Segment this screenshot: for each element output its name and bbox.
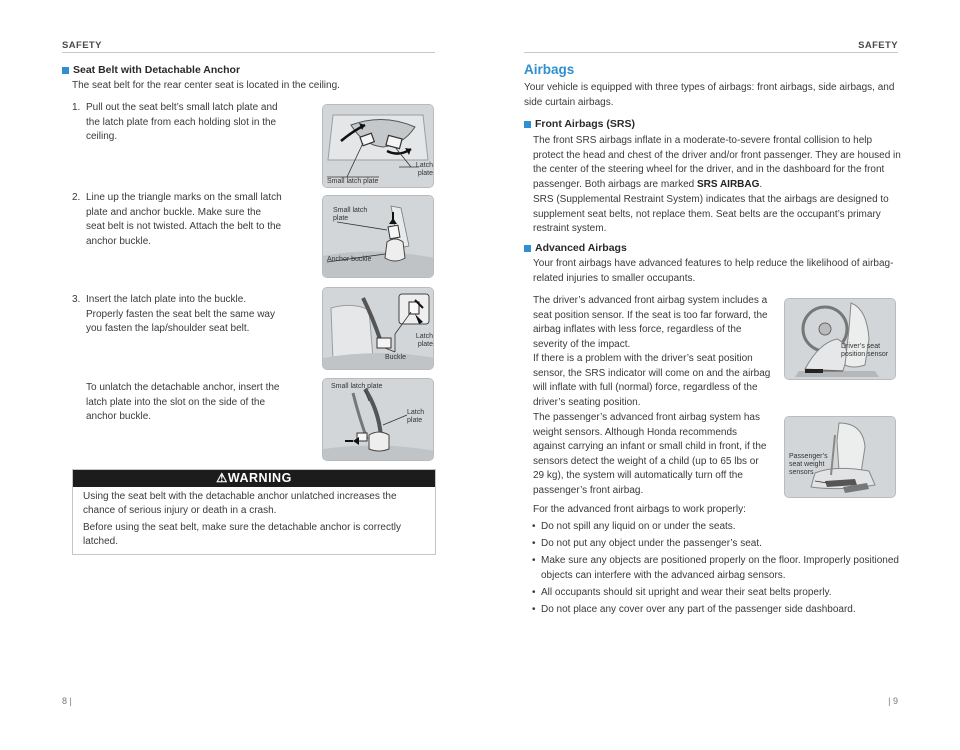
srs-paragraph: SRS (Supplemental Restraint System) indicates that the airbags are designed to supplement seat belts, not replace them. Seat belts are the occupant’s primary restraint system.	[533, 194, 889, 234]
figure-label: Buckle	[385, 354, 407, 361]
list-item: • All occupants should sit upright and wear their seat belts properly.	[532, 586, 902, 601]
warning-box	[72, 469, 436, 555]
page-number: 8 |	[62, 696, 72, 706]
section-heading-front-airbags	[524, 118, 635, 130]
airbags-intro: Your vehicle is equipped with three types of airbags: front airbags, side airbags, and side curtain airbags.	[524, 82, 895, 108]
header-rule	[62, 52, 435, 53]
front-p1-end: .	[759, 178, 763, 190]
figure-driver-seat-sensor	[784, 298, 896, 380]
figure-label: Small latch plate	[333, 207, 368, 222]
figure-label: Latch plate	[407, 409, 425, 424]
step-number: 1.	[72, 102, 81, 113]
section-heading-text: Seat Belt with Detachable Anchor	[73, 64, 241, 76]
section-heading-detachable-anchor	[62, 64, 240, 76]
figure-label: Small latch plate	[327, 178, 379, 185]
square-bullet-icon	[524, 121, 531, 128]
step-2	[72, 191, 282, 249]
running-head: SAFETY	[62, 40, 102, 51]
warning-body	[73, 487, 435, 549]
step-3	[72, 293, 282, 337]
warning-paragraph: Before using the seat belt, make sure the detachable anchor is correctly latched.	[83, 522, 401, 547]
figure-label: Latch plate	[415, 162, 433, 177]
list-item: • Do not spill any liquid on or under the seats.	[532, 520, 902, 535]
figure-label: Anchor buckle	[327, 256, 372, 263]
figure-unlatch-anchor	[322, 378, 434, 461]
figure-label: Latch plate	[415, 333, 433, 348]
figure-buckle-insert	[322, 287, 434, 370]
figure-ceiling-latch-plates	[322, 104, 434, 188]
step-text: Insert the latch plate into the buckle. Properly fasten the seat belt the same way you fasten the lap/shoulder seat belt.	[86, 294, 275, 334]
figure-label: Driver’s seat position sensor	[841, 343, 889, 358]
advanced-intro: Your front airbags have advanced features to help reduce the likelihood of airbag-related injuries to smaller occupants.	[533, 258, 894, 284]
work-properly-intro: For the advanced front airbags to work properly:	[533, 504, 746, 515]
running-head: SAFETY	[858, 40, 898, 51]
step-1	[72, 101, 282, 145]
front-airbags-paragraph	[533, 134, 903, 192]
header-rule	[524, 52, 898, 53]
srs-airbag-mark: SRS AIRBAG	[696, 178, 760, 190]
square-bullet-icon	[62, 67, 69, 74]
buckle-insert-illustration-icon	[323, 288, 434, 370]
driver-seat-illustration-icon	[785, 299, 896, 380]
square-bullet-icon	[524, 245, 531, 252]
page-title: Airbags	[524, 62, 575, 77]
step-text: Line up the triangle marks on the small latch plate and anchor buckle. Make sure the seat belt is not twisted. Attach the belt to the anchor buckle.	[86, 192, 282, 247]
intro-text: The seat belt for the rear center seat is located in the ceiling.	[72, 80, 340, 91]
section-heading-text: Front Airbags (SRS)	[535, 118, 635, 130]
warning-triangle-icon: ⚠	[216, 471, 228, 485]
list-item: • Do not put any object under the passenger’s seat.	[532, 537, 902, 552]
unlatch-text: To unlatch the detachable anchor, insert the latch plate into the slot on the side of the anchor buckle.	[86, 382, 280, 422]
list-item: • Make sure any objects are positioned properly on the floor. Improperly positioned objects can interfere with the advanced airbag sensors.	[532, 554, 902, 583]
figure-label: Passenger’s seat weight sensors	[789, 453, 828, 476]
driver-sensor-paragraph: The driver’s advanced front airbag system includes a seat position sensor. If the seat is too far forward, the airbag inflates with less force, regardless of the severity of the impact.	[533, 295, 768, 350]
driver-sensor-fault-paragraph: If there is a problem with the driver’s seat position sensor, the SRS indicator will come on and the airbag will inflate with full (normal) force, regardless of the driver’s seating position.	[533, 353, 771, 408]
warning-title: WARNING	[227, 471, 292, 485]
step-number: 3.	[72, 294, 81, 305]
figure-passenger-weight-sensors	[784, 416, 896, 498]
step-text: Pull out the seat belt’s small latch plate and the latch plate from each holding slot in the ceiling.	[86, 102, 278, 142]
list-item: • Do not place any cover over any part of the passenger side dashboard.	[532, 603, 902, 618]
warning-paragraph: Using the seat belt with the detachable anchor unlatched increases the chance of serious injury or death in a crash.	[83, 491, 397, 516]
section-heading-advanced-airbags	[524, 242, 627, 254]
step-number: 2.	[72, 192, 81, 203]
airbag-tips-list	[532, 520, 902, 620]
section-heading-text: Advanced Airbags	[535, 242, 627, 254]
figure-label: Small latch plate	[331, 383, 383, 390]
front-p1-text: The front SRS airbags inflate in a moderate-to-severe frontal collision to help protect the head and chest of the driver and/or front passenger. They are housed in the center of the steering wheel for the driver, and in the dashboard for the front passenger. Both airbags are marked	[533, 135, 901, 190]
right-page	[480, 0, 960, 750]
warning-header	[73, 470, 435, 487]
figure-anchor-buckle	[322, 195, 434, 278]
page-number: | 9	[888, 696, 898, 706]
passenger-sensor-paragraph: The passenger’s advanced front airbag system has weight sensors. Although Honda recommends against carrying an infant or small child in front, if the sensors detect the weight of a child (up to 65 lbs or 29 kg), the system will automatically turn off the passenger’s front airbag.	[533, 412, 767, 496]
